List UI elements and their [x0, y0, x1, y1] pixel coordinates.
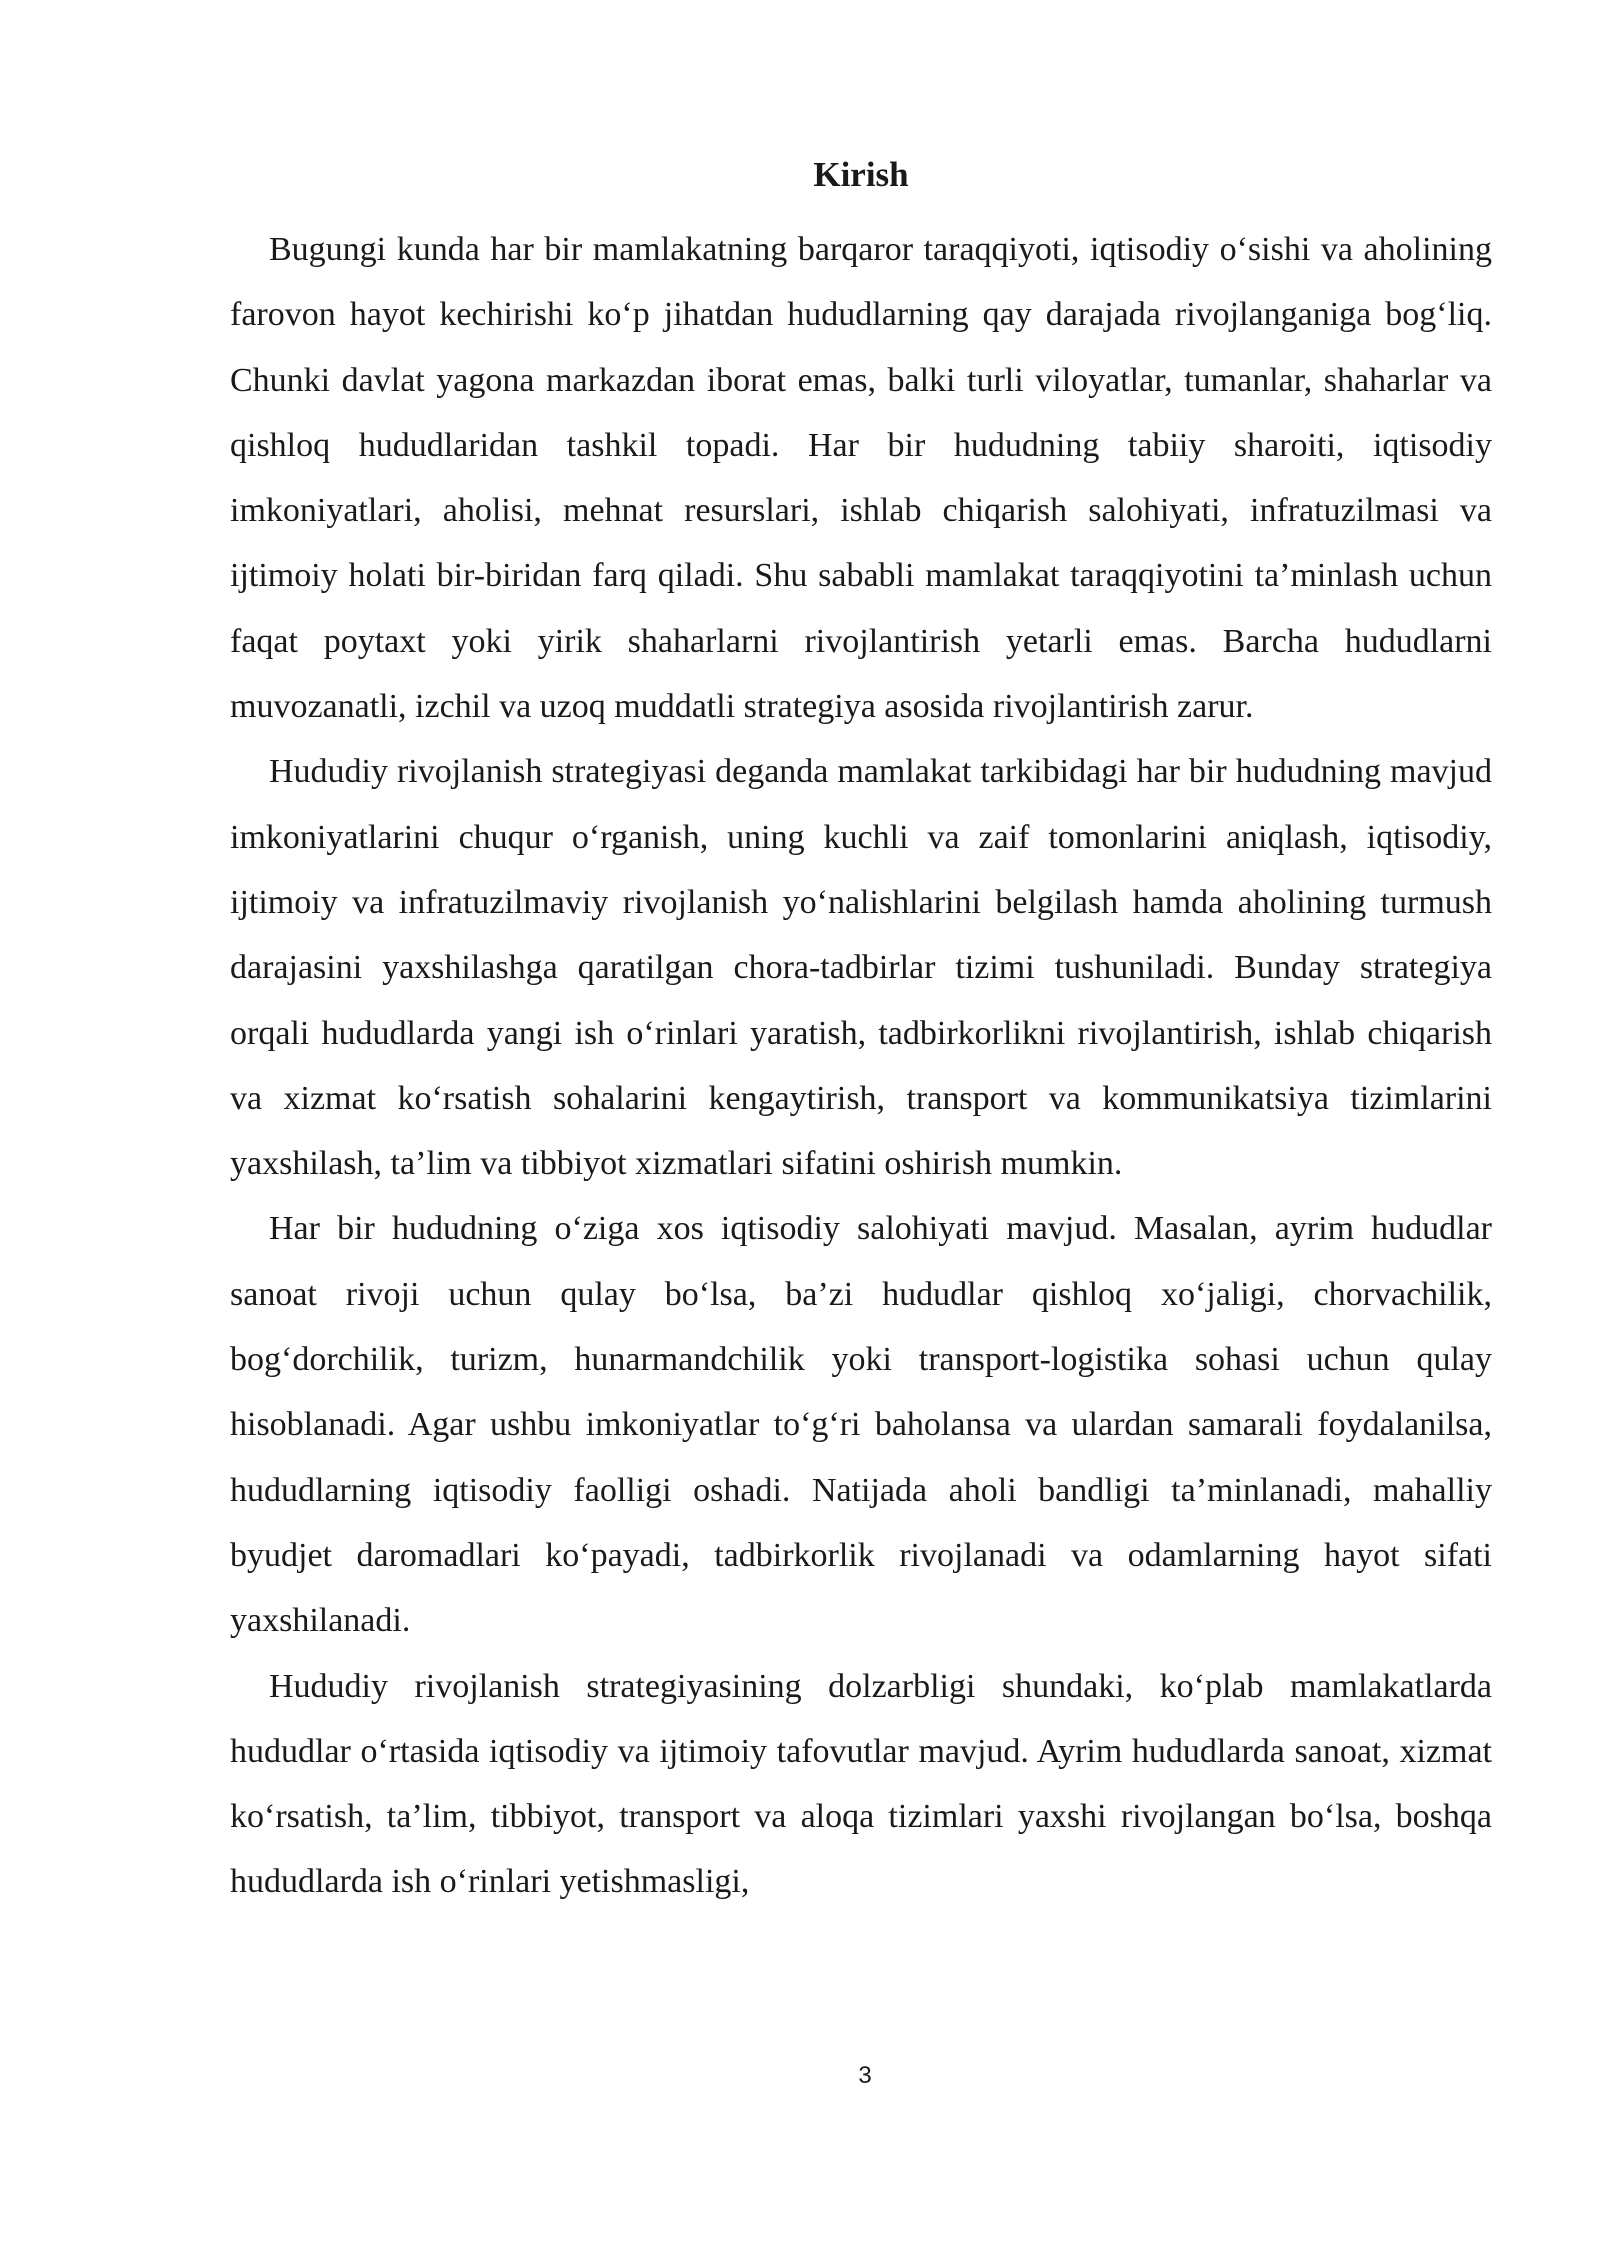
body-paragraph: Bugungi kunda har bir mamlakatning barqaror taraqqiyoti, iqtisodiy o‘sishi va aholining farovon hayot kechirishi ko‘p jihatdan hududlarning qay darajada rivojlanganiga bog‘liq. Chunki davlat yagona markazdan iborat emas, balki turli viloyatlar, tumanlar, shaharlar va qishloq hududlaridan tashkil topadi. Har bir hududning tabiiy sharoiti, iqtisodiy imkoniyatlari, aholisi, mehnat resurslari, ishlab chiqarish salohiyati, infratuzilmasi va ijtimoiy holati bir-biridan farq qiladi. Shu sababli mamlakat taraqqiyotini ta’minlash uchun faqat poytaxt yoki yirik shaharlarni rivojlantirish yetarli emas. Barcha hududlarni muvozanatli, izchil va uzoq muddatli strategiya asosida rivojlantirish zarur. — [230, 231, 1492, 726]
page-number: 3 — [858, 2062, 872, 2089]
body-paragraph: Hududiy rivojlanish strategiyasi deganda mamlakat tarkibidagi har bir hududning mavjud imkoniyatlarini chuqur o‘rganish, uning kuchli va zaif tomonlarini aniqlash, iqtisodiy, ijtimoiy va infratuzilmaviy rivojlanish yo‘nalishlarini belgilash hamda aholining turmush darajasini yaxshilashga qaratilgan chora-tadbirlar tizimi tushuniladi. Bunday strategiya orqali hududlarda yangi ish o‘rinlari yaratish, tadbirkorlikni rivojlantirish, ishlab chiqarish va xizmat ko‘rsatish sohalarini kengaytirish, transport va kommunikatsiya tizimlarini yaxshilash, ta’lim va tibbiyot xizmatlari sifatini oshirish mumkin. — [230, 753, 1492, 1183]
page-content — [230, 145, 1492, 1915]
body-paragraph: Hududiy rivojlanish strategiyasining dolzarbligi shundaki, ko‘plab mamlakatlarda hududlar o‘rtasida iqtisodiy va ijtimoiy tafovutlar mavjud. Ayrim hududlarda sanoat, xizmat ko‘rsatish, ta’lim, tibbiyot, transport va aloqa tizimlari yaxshi rivojlangan bo‘lsa, boshqa hududlarda ish o‘rinlari yetishmasligi, — [230, 1667, 1492, 1901]
section-title: Kirish — [813, 155, 909, 194]
body-paragraph: Har bir hududning o‘ziga xos iqtisodiy salohiyati mavjud. Masalan, ayrim hududlar sanoat rivoji uchun qulay bo‘lsa, ba’zi hududlar qishloq xo‘jaligi, chorvachilik, bog‘dorchilik, turizm, hunarmandchilik yoki transport-logistika sohasi uchun qulay hisoblanadi. Agar ushbu imkoniyatlar to‘g‘ri baholansa va ulardan samarali foydalanilsa, hududlarning iqtisodiy faolligi oshadi. Natijada aholi bandligi ta’minlanadi, mahalliy byudjet daromadlari ko‘payadi, tadbirkorlik rivojlanadi va odamlarning hayot sifati yaxshilanadi. — [230, 1210, 1492, 1640]
